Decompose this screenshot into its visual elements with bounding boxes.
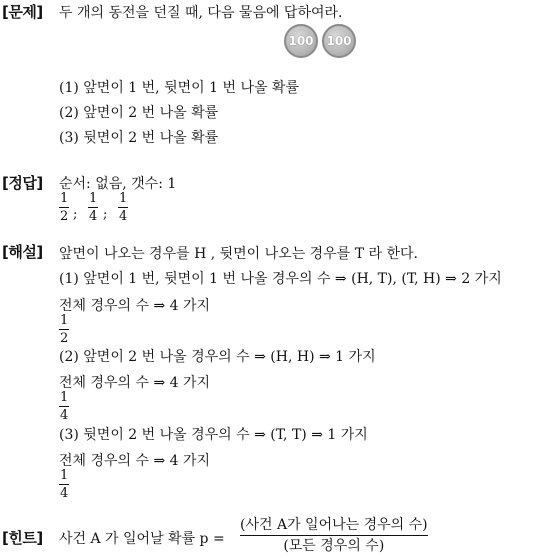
fraction-denominator: 4 — [60, 408, 69, 423]
fraction-numerator: 1 — [89, 191, 98, 206]
fraction-numerator: 1 — [60, 468, 69, 483]
fraction-denominator: 4 — [60, 486, 69, 501]
answer-fraction-1 — [59, 192, 69, 223]
fraction-denominator: 4 — [119, 209, 128, 224]
explanation-result-2 — [59, 391, 69, 422]
problem-item-1: (1) 앞면이 1 번, 뒷면이 1 번 나올 확률 — [59, 80, 299, 96]
fraction-denominator: 2 — [60, 209, 69, 224]
explanation-total-1: 전체 경우의 수 ⇒ 4 가지 — [59, 298, 211, 314]
explanation-result-3 — [59, 469, 69, 500]
fraction-bar — [88, 207, 98, 208]
hint-numerator: (사건 A가 일어나는 경우의 수) — [240, 517, 428, 533]
explanation-case-1: (1) 앞면이 1 번, 뒷면이 1 번 나올 경우의 수 ⇒ (H, T), (T, H) ⇒ 2 가지 — [59, 271, 502, 287]
fraction-numerator: 1 — [60, 313, 69, 328]
explanation-intro: 앞면이 나오는 경우를 H , 뒷면이 나오는 경우를 T 라 한다. — [59, 246, 418, 262]
coin-illustration — [284, 24, 356, 58]
fraction-numerator: 1 — [60, 191, 69, 206]
problem-item-3: (3) 뒷면이 2 번 나올 확률 — [59, 130, 219, 146]
explanation-total-3: 전체 경우의 수 ⇒ 4 가지 — [59, 453, 211, 469]
problem-text: 두 개의 동전을 던질 때, 다음 물음에 답하여라. — [59, 5, 343, 21]
explanation-case-2: (2) 앞면이 2 번 나올 경우의 수 ⇒ (H, H) ⇒ 1 가지 — [59, 349, 376, 365]
fraction-bar — [59, 207, 69, 208]
fraction-denominator: 2 — [60, 331, 69, 346]
coin-label: 100 — [326, 34, 352, 48]
fraction-denominator: 4 — [89, 209, 98, 224]
fraction-bar — [59, 484, 69, 485]
answer-fraction-2 — [88, 192, 98, 223]
hint-fraction — [240, 518, 428, 553]
hint-tag: [힌트] — [2, 529, 43, 547]
answer-separator: ; — [73, 207, 78, 222]
answer-meta: 순서: 없음, 갯수: 1 — [59, 176, 177, 192]
fraction-bar — [240, 535, 428, 536]
fraction-numerator: 1 — [119, 191, 128, 206]
coin-icon — [322, 24, 356, 58]
answer-fraction-3 — [118, 192, 128, 223]
problem-item-2: (2) 앞면이 2 번 나올 확률 — [59, 105, 219, 121]
explanation-total-2: 전체 경우의 수 ⇒ 4 가지 — [59, 375, 211, 391]
hint-denominator: (모든 경우의 수) — [283, 538, 385, 554]
hint-text: 사건 A 가 일어날 확률 p = — [59, 531, 225, 547]
fraction-bar — [118, 207, 128, 208]
fraction-numerator: 1 — [60, 390, 69, 405]
explanation-result-1 — [59, 314, 69, 345]
fraction-bar — [59, 406, 69, 407]
explanation-tag: [해설] — [2, 243, 43, 261]
answer-separator: ; — [103, 207, 108, 222]
coin-icon — [284, 24, 318, 58]
problem-tag: [문제] — [2, 3, 43, 21]
fraction-bar — [59, 329, 69, 330]
explanation-case-3: (3) 뒷면이 2 번 나올 경우의 수 ⇒ (T, T) ⇒ 1 가지 — [59, 427, 368, 443]
coin-label: 100 — [288, 34, 314, 48]
answer-tag: [정답] — [2, 174, 43, 192]
